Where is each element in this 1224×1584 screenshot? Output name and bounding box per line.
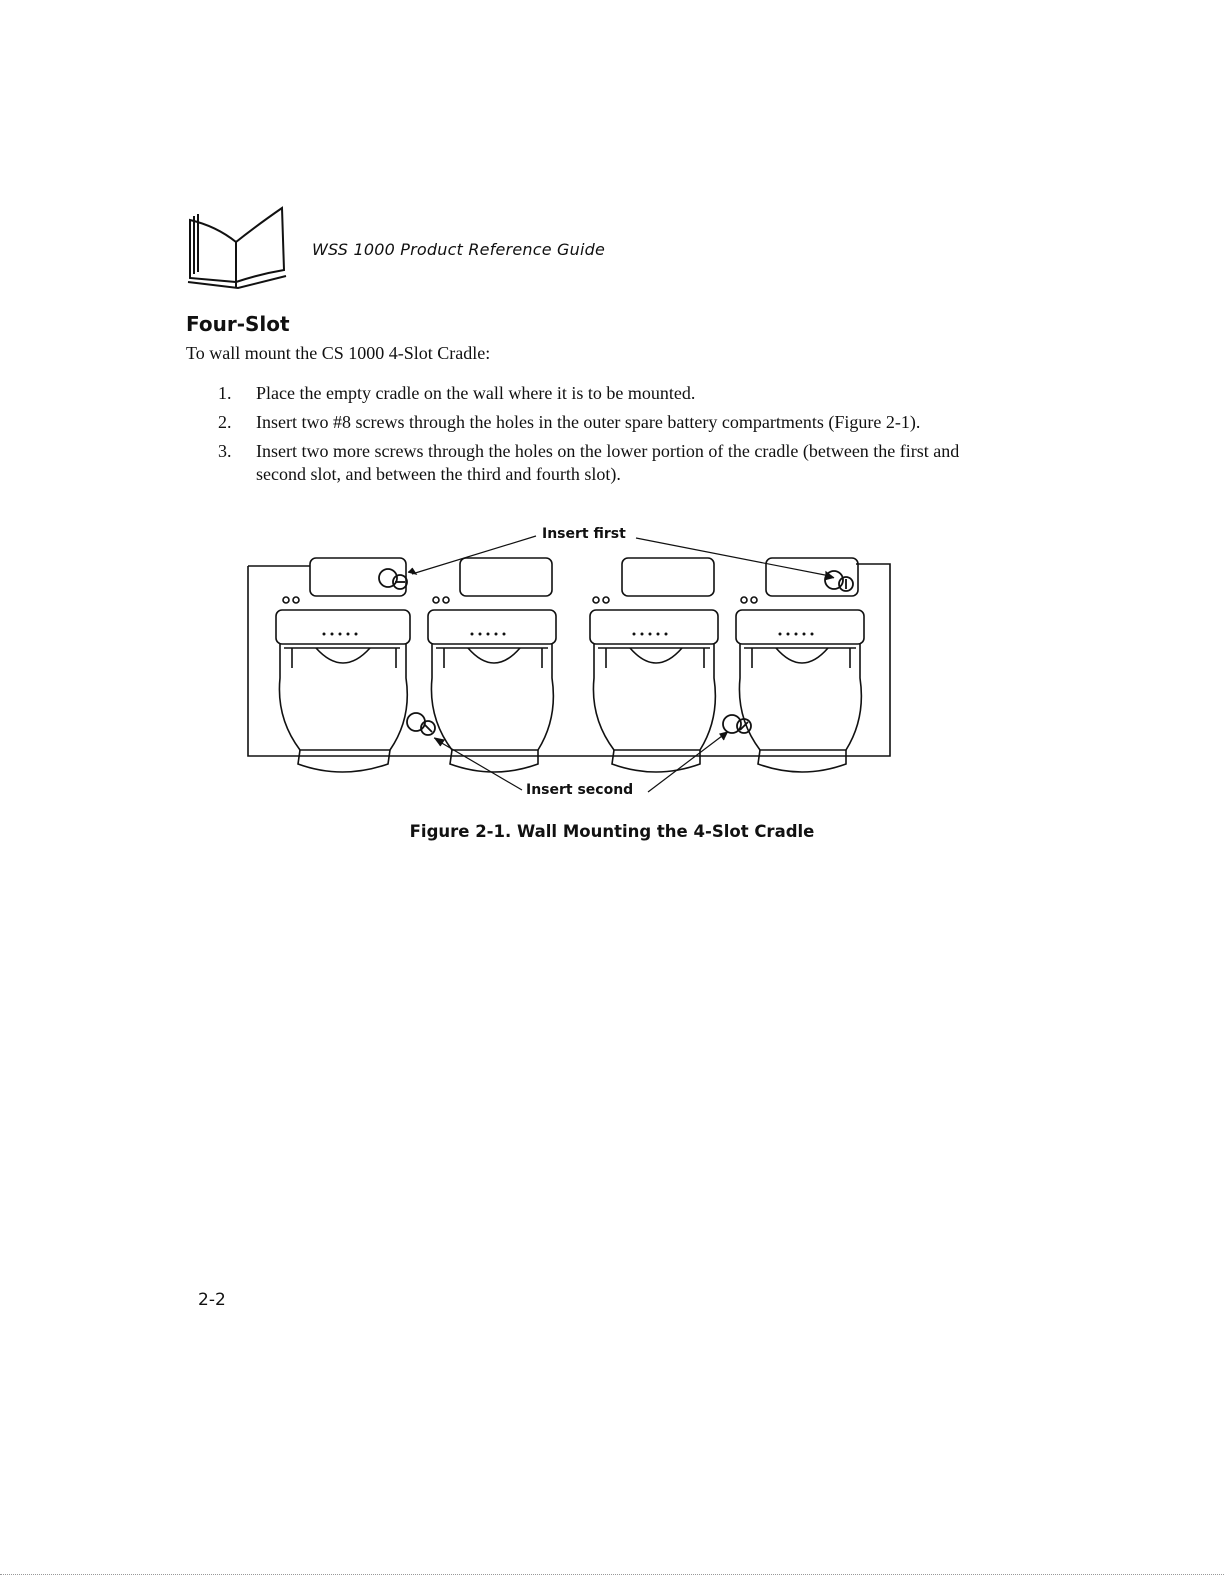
step-text: Insert two #8 screws through the holes in the outer spare battery compartments (Figure 2-1). bbox=[256, 412, 921, 432]
list-item bbox=[212, 382, 972, 405]
step-text: Insert two more screws through the holes on the lower portion of the cradle (between the first and second slot, and between the third and fourth slot). bbox=[256, 441, 960, 484]
step-number: 2. bbox=[218, 412, 232, 432]
screw-upper-left bbox=[379, 569, 407, 589]
screw-lower-right bbox=[723, 715, 751, 733]
running-header: WSS 1000 Product Reference Guide bbox=[312, 240, 606, 259]
scan-artifact-line bbox=[0, 1574, 1224, 1577]
cradle-slot-3 bbox=[590, 558, 718, 772]
list-item bbox=[212, 411, 972, 434]
step-list bbox=[212, 382, 972, 492]
list-item bbox=[212, 440, 972, 486]
cradle-slot-2 bbox=[428, 558, 556, 772]
step-text: Place the empty cradle on the wall where it is to be mounted. bbox=[256, 383, 696, 403]
figure-caption: Figure 2-1. Wall Mounting the 4-Slot Cradle bbox=[409, 822, 815, 841]
section-title: Four-Slot bbox=[186, 312, 290, 336]
callout-insert-second: Insert second bbox=[526, 782, 634, 798]
step-number: 3. bbox=[218, 441, 232, 461]
callout-insert-first: Insert first bbox=[542, 526, 626, 542]
cradle-base-plate bbox=[248, 564, 890, 756]
book-icon bbox=[186, 200, 290, 292]
cradle-slot-1 bbox=[276, 558, 410, 772]
intro-text: To wall mount the CS 1000 4-Slot Cradle: bbox=[186, 343, 491, 363]
page-number: 2-2 bbox=[198, 1290, 226, 1310]
step-number: 1. bbox=[218, 383, 232, 403]
screw-lower-left bbox=[407, 713, 435, 735]
cradle-diagram bbox=[240, 518, 900, 808]
